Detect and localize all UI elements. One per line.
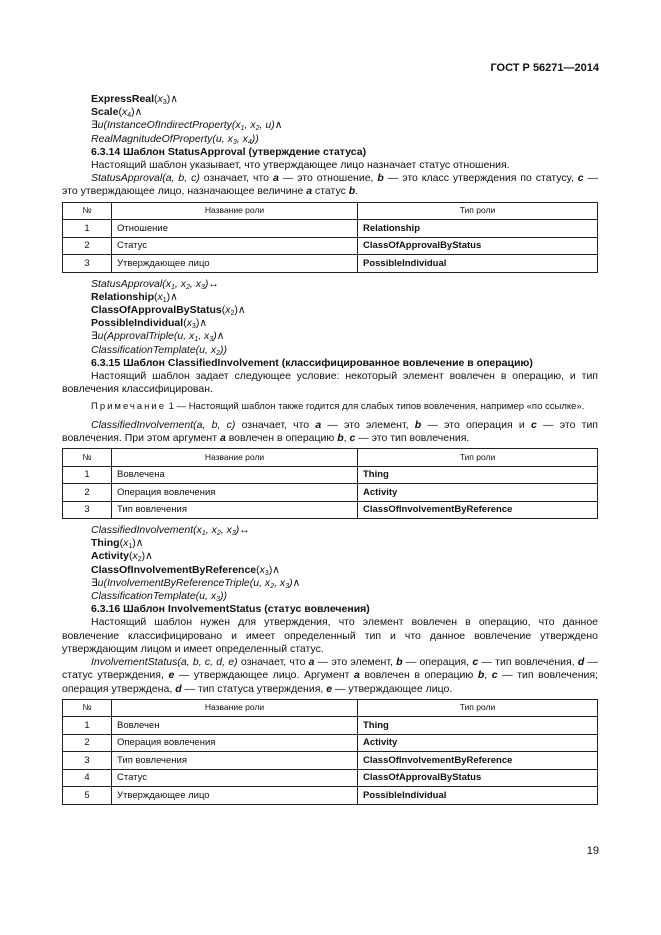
table-row — [63, 717, 598, 735]
cell-role-name: Утверждающее лицо — [112, 255, 358, 273]
formula-line: ClassificationTemplate(u, $x_2$)) — [91, 343, 227, 357]
cell-number: 5 — [63, 787, 112, 805]
formula-line: ∃u(InvolvementByReferenceTriple(u, $x_2$, $x_3)\wedge$ — [91, 576, 301, 590]
cell-role-type: Activity — [358, 484, 598, 502]
table-header: Название роли — [112, 449, 358, 467]
cell-role-type: Thing — [358, 466, 598, 484]
table-header: Тип роли — [358, 202, 598, 220]
paragraph: Настоящий шаблон задает следующее условие: некоторый элемент вовлечен в операцию, и тип вовлечения классифицирован. — [62, 370, 598, 396]
paragraph: StatusApproval(a, b, c) означает, что a — это отношение, b — это класс утверждения по статусу, c — это утверждающее лицо, назначающее величине a статус b. — [62, 172, 598, 198]
cell-role-name: Вовлечена — [112, 466, 358, 484]
cell-role-type: PossibleIndividual — [358, 787, 598, 805]
formula-line: $ClassOfInvolvementByReference(x_3)\wedge$ — [91, 563, 280, 577]
formula-line: $ExpressReal(x_3)\wedge$ — [91, 93, 178, 106]
table-row — [63, 255, 598, 273]
table-row — [63, 752, 598, 770]
cell-role-type: Activity — [358, 734, 598, 752]
formula-line: $StatusApproval(x_1$, $x_2$, $x_3)\leftrightarrow$ — [91, 277, 219, 291]
paragraph: Настоящий шаблон нужен для утверждения, что элемент вовлечен в операцию, что данное вовлечение классифицировано и имеет определенный тип и что данное вовлечение утверждено утверждающим лицом и имеет определенный статус. — [62, 616, 598, 655]
cell-number: 3 — [63, 752, 112, 770]
table-row — [63, 501, 598, 519]
cell-role-name: Вовлечен — [112, 717, 358, 735]
note-text: 1 — Настоящий шаблон также годится для слабых типов вовлечения, например «по ссылке». — [166, 401, 585, 413]
table-row — [63, 237, 598, 255]
roles-table — [62, 699, 598, 805]
table-row — [63, 466, 598, 484]
cell-number: 4 — [63, 769, 112, 787]
paragraph: InvolvementStatus(a, b, c, d, e) означает, что a — это элемент, b — операция, c — тип вовлечения, d — статус утверждения, e — утверждающее лицо. Аргумент a вовлечен в операцию b, c — тип вовлечения; операция утверждена, d — тип статуса утверждения, e — утверждающее лицо. — [62, 656, 599, 695]
table-row — [63, 787, 598, 805]
cell-role-name: Тип вовлечения — [112, 501, 358, 519]
cell-number: 2 — [63, 734, 112, 752]
note-label: Примечание — [91, 401, 166, 413]
cell-role-type: PossibleIndividual — [358, 255, 598, 273]
cell-role-type: ClassOfApprovalByStatus — [358, 769, 598, 787]
formula-line: $ClassOfApprovalByStatus(x_2)\wedge$ — [91, 304, 246, 318]
table-row — [63, 484, 598, 502]
formula-line: $Thing(x_1)\wedge$ — [91, 537, 144, 551]
formula-line: $Activity(x_2)\wedge$ — [91, 550, 153, 564]
formula-line: $ClassifiedInvolvement(x_1$, $x_2$, $x_3)\leftrightarrow$ — [91, 524, 250, 538]
formula-line: RealMagnitudeOfProperty(u, $x_3$, $x_4$)) — [91, 132, 259, 146]
cell-role-name: Операция вовлечения — [112, 734, 358, 752]
table-header: № — [63, 202, 112, 220]
formula-line: $\exists u(InstanceOfIndirectProperty(x_1$, $x_2$, u)∧ — [91, 119, 283, 133]
table-header: Тип роли — [358, 699, 598, 717]
formula-line: ClassificationTemplate(u, $x_3$)) — [91, 590, 227, 604]
note — [62, 400, 598, 413]
table-header: № — [63, 699, 112, 717]
roles-table — [62, 448, 598, 519]
section-heading: 6.3.16 Шаблон InvolvementStatus (статус вовлечения) — [91, 603, 370, 616]
table-row — [63, 220, 598, 238]
table-row — [63, 769, 598, 787]
cell-role-name: Тип вовлечения — [112, 752, 358, 770]
cell-number: 1 — [63, 717, 112, 735]
cell-role-type: ClassOfInvolvementByReference — [358, 752, 598, 770]
paragraph: Настоящий шаблон указывает, что утверждающее лицо назначает статус отношения. — [91, 159, 510, 172]
cell-role-type: Thing — [358, 717, 598, 735]
table-header: Название роли — [112, 202, 358, 220]
formula-line: $PossibleIndividual(x_3)\wedge$ — [91, 317, 208, 331]
cell-role-name: Утверждающее лицо — [112, 787, 358, 805]
cell-role-name: Статус — [112, 769, 358, 787]
table-header: Название роли — [112, 699, 358, 717]
cell-number: 2 — [63, 484, 112, 502]
formula-line: ∃u(ApprovalTriple(u, $x_1$, $x_3)\wedge$ — [91, 330, 225, 344]
table-row — [63, 734, 598, 752]
cell-number: 3 — [63, 501, 112, 519]
document-id: ГОСТ Р 56271—2014 — [490, 62, 599, 74]
cell-role-name: Операция вовлечения — [112, 484, 358, 502]
cell-role-type: Relationship — [358, 220, 598, 238]
table-header: Тип роли — [358, 449, 598, 467]
table-header: № — [63, 449, 112, 467]
cell-number: 3 — [63, 255, 112, 273]
cell-role-name: Статус — [112, 237, 358, 255]
section-heading: 6.3.15 Шаблон ClassifiedInvolvement (классифицированное вовлечение в операцию) — [91, 356, 533, 369]
formula-line: $Scale(x_4)\wedge$ — [91, 106, 143, 120]
cell-role-name: Отношение — [112, 220, 358, 238]
cell-role-type: ClassOfInvolvementByReference — [358, 501, 598, 519]
paragraph: ClassifiedInvolvement(a, b, c) означает, что a — это элемент, b — это операция и c — это тип вовлечения. При этом аргумент a вовлечен в операцию b, c — это тип вовлечения. — [62, 418, 598, 444]
cell-number: 2 — [63, 237, 112, 255]
page-body — [62, 93, 598, 810]
page-number: 19 — [586, 845, 599, 857]
cell-role-type: ClassOfApprovalByStatus — [358, 237, 598, 255]
section-heading: 6.3.14 Шаблон StatusApproval (утверждение статуса) — [91, 145, 367, 158]
cell-number: 1 — [63, 466, 112, 484]
cell-number: 1 — [63, 220, 112, 238]
roles-table — [62, 202, 598, 273]
formula-line: $Relationship(x_1)\wedge$ — [91, 290, 178, 304]
